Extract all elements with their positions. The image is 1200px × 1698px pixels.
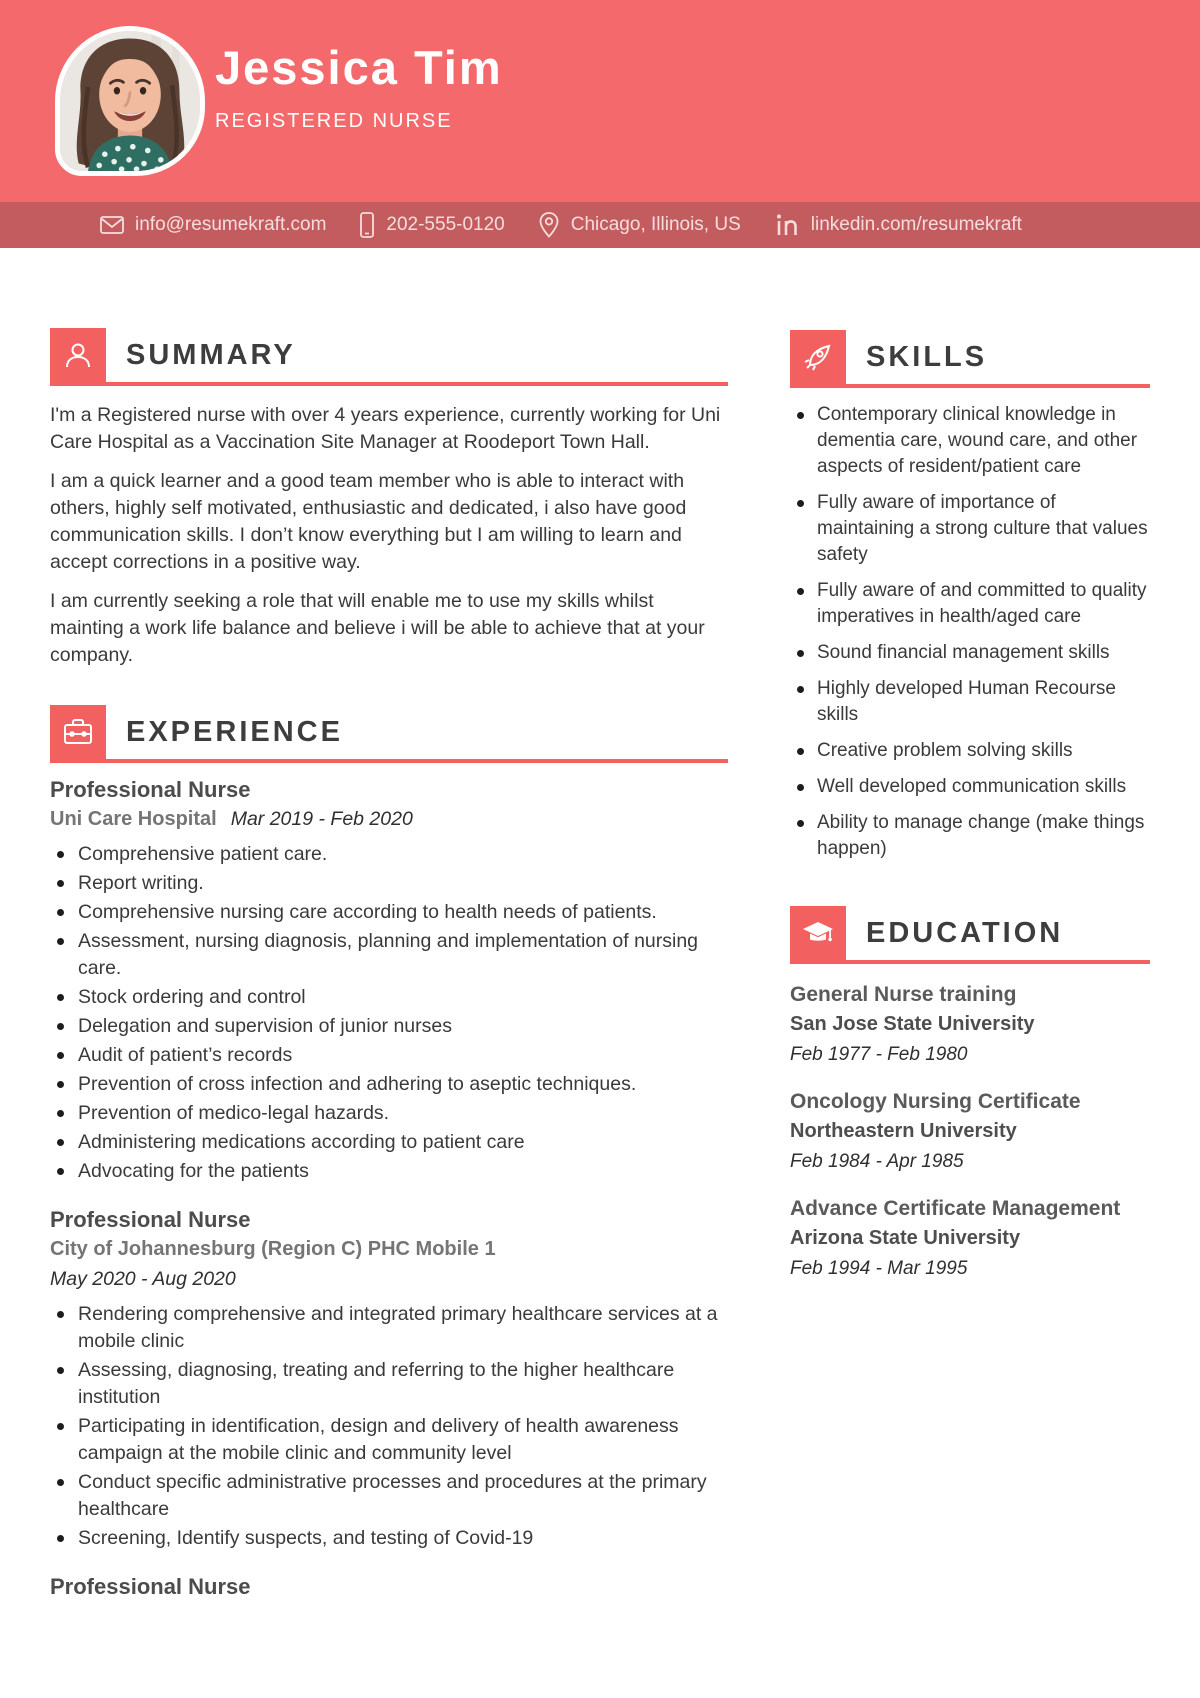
experience-icon-box — [50, 705, 106, 759]
education-school: Arizona State University — [790, 1227, 1021, 1249]
education-section-header — [790, 906, 1150, 964]
bullet-item: Screening, Identify suspects, and testing of Covid-19 — [50, 1525, 728, 1552]
profile-photo — [55, 26, 205, 176]
contact-phone[interactable] — [359, 212, 504, 238]
education-degree: Oncology Nursing Certificate — [790, 1090, 1081, 1113]
education-school: Northeastern University — [790, 1120, 1017, 1142]
linkedin-icon — [774, 212, 800, 238]
job-dates: Mar 2019 - Feb 2020 — [230, 808, 413, 830]
location-pin-icon — [538, 212, 560, 238]
skills-section-header — [790, 330, 1150, 388]
job-title: Professional Nurse — [50, 777, 251, 802]
bullet-item: Delegation and supervision of junior nurses — [50, 1013, 728, 1040]
mobile-phone-icon — [359, 212, 375, 238]
body — [0, 248, 1200, 1600]
bullet-item: Prevention of medico-legal hazards. — [50, 1100, 728, 1127]
education-degree: General Nurse training — [790, 983, 1017, 1006]
bullet-item: Conduct specific administrative processes and procedures at the primary healthcare — [50, 1469, 728, 1523]
summary-section-header — [50, 328, 728, 386]
experience-heading: EXPERIENCE — [126, 715, 343, 748]
contact-email-text: info@resumekraft.com — [135, 214, 327, 235]
bullet-item: Audit of patient’s records — [50, 1042, 728, 1069]
skill-item: Ability to manage change (make things happen) — [790, 810, 1150, 862]
skill-item: Fully aware of importance of maintaining a strong culture that values safety — [790, 490, 1150, 568]
user-icon — [62, 339, 94, 371]
skill-item: Highly developed Human Recourse skills — [790, 676, 1150, 728]
education-entry — [790, 1196, 1150, 1281]
summary-paragraph: I am a quick learner and a good team member who is able to interact with others, highly self motivated, enthusiastic and dedicated, i also have good communication skills. I don’t know everything but I am willing to learn and accept corrections in a positive way. — [50, 470, 687, 573]
education-entry — [790, 1089, 1150, 1174]
summary-paragraph: I am currently seeking a role that will enable me to use my skills whilst mainting a work life balance and believe i will be able to achieve that at your company. — [50, 590, 705, 666]
education-dates: Feb 1977 - Feb 1980 — [790, 1044, 968, 1065]
contact-bar — [0, 202, 1200, 248]
experience-job — [50, 1207, 728, 1552]
skill-item: Well developed communication skills — [790, 774, 1150, 800]
left-column — [50, 248, 728, 1600]
education-entry — [790, 982, 1150, 1067]
skills-icon-box — [790, 330, 846, 384]
identity-block — [215, 40, 503, 133]
header — [0, 0, 1200, 202]
education-dates: Feb 1984 - Apr 1985 — [790, 1151, 964, 1172]
envelope-icon — [100, 215, 124, 235]
skill-item: Fully aware of and committed to quality imperatives in health/aged care — [790, 578, 1150, 630]
summary-paragraph: I'm a Registered nurse with over 4 years experience, currently working for Uni Care Hospital as a Vaccination Site Manager at Roodeport Town Hall. — [50, 404, 721, 453]
contact-phone-text: 202-555-0120 — [386, 214, 505, 235]
education-school: San Jose State University — [790, 1013, 1035, 1035]
contact-linkedin[interactable] — [774, 212, 1022, 238]
experience-job — [50, 777, 728, 1185]
bullet-item: Rendering comprehensive and integrated primary healthcare services at a mobile clinic — [50, 1301, 728, 1355]
bullet-item: Comprehensive patient care. — [50, 841, 728, 868]
bullet-item: Advocating for the patients — [50, 1158, 728, 1185]
skill-item: Creative problem solving skills — [790, 738, 1150, 764]
bullet-item: Assessment, nursing diagnosis, planning and implementation of nursing care. — [50, 928, 728, 982]
education-heading: EDUCATION — [866, 916, 1064, 949]
bullet-item: Report writing. — [50, 870, 728, 897]
summary-heading: SUMMARY — [126, 338, 296, 371]
job-bullet-list — [50, 841, 728, 1185]
person-title: REGISTERED NURSE — [215, 110, 453, 132]
contact-location[interactable] — [538, 212, 741, 238]
experience-section-header — [50, 705, 728, 763]
skills-heading: SKILLS — [866, 340, 988, 373]
experience-job — [50, 1574, 728, 1600]
summary-icon-box — [50, 328, 106, 382]
job-company: Uni Care Hospital — [50, 808, 217, 830]
right-column — [790, 248, 1150, 1281]
job-dates: May 2020 - Aug 2020 — [50, 1268, 236, 1290]
job-meta — [50, 805, 728, 833]
contact-email[interactable] — [100, 214, 326, 236]
bullet-item: Participating in identification, design and delivery of health awareness campaign at the mobile clinic and community level — [50, 1413, 728, 1467]
bullet-item: Assessing, diagnosing, treating and referring to the higher healthcare institution — [50, 1357, 728, 1411]
education-degree: Advance Certificate Management — [790, 1197, 1121, 1220]
briefcase-icon — [61, 716, 95, 748]
skill-item: Contemporary clinical knowledge in dementia care, wound care, and other aspects of resident/patient care — [790, 402, 1150, 480]
bullet-item: Stock ordering and control — [50, 984, 728, 1011]
bullet-item: Prevention of cross infection and adhering to aseptic techniques. — [50, 1071, 728, 1098]
skills-list — [790, 402, 1150, 862]
bullet-item: Comprehensive nursing care according to health needs of patients. — [50, 899, 728, 926]
job-meta — [50, 1235, 728, 1293]
education-dates: Feb 1994 - Mar 1995 — [790, 1258, 968, 1279]
job-title: Professional Nurse — [50, 1207, 251, 1232]
graduation-cap-icon — [801, 918, 835, 948]
job-company: City of Johannesburg (Region C) PHC Mobile 1 — [50, 1238, 496, 1260]
person-name: Jessica Tim — [215, 41, 503, 94]
rocket-icon — [802, 341, 834, 373]
contact-location-text: Chicago, Illinois, US — [570, 214, 741, 235]
skill-item: Sound financial management skills — [790, 640, 1150, 666]
education-icon-box — [790, 906, 846, 960]
bullet-item: Administering medications according to patient care — [50, 1129, 728, 1156]
contact-linkedin-text: linkedin.com/resumekraft — [810, 214, 1022, 235]
job-title: Professional Nurse — [50, 1574, 251, 1599]
job-bullet-list — [50, 1301, 728, 1552]
portrait-illustration — [60, 31, 200, 171]
